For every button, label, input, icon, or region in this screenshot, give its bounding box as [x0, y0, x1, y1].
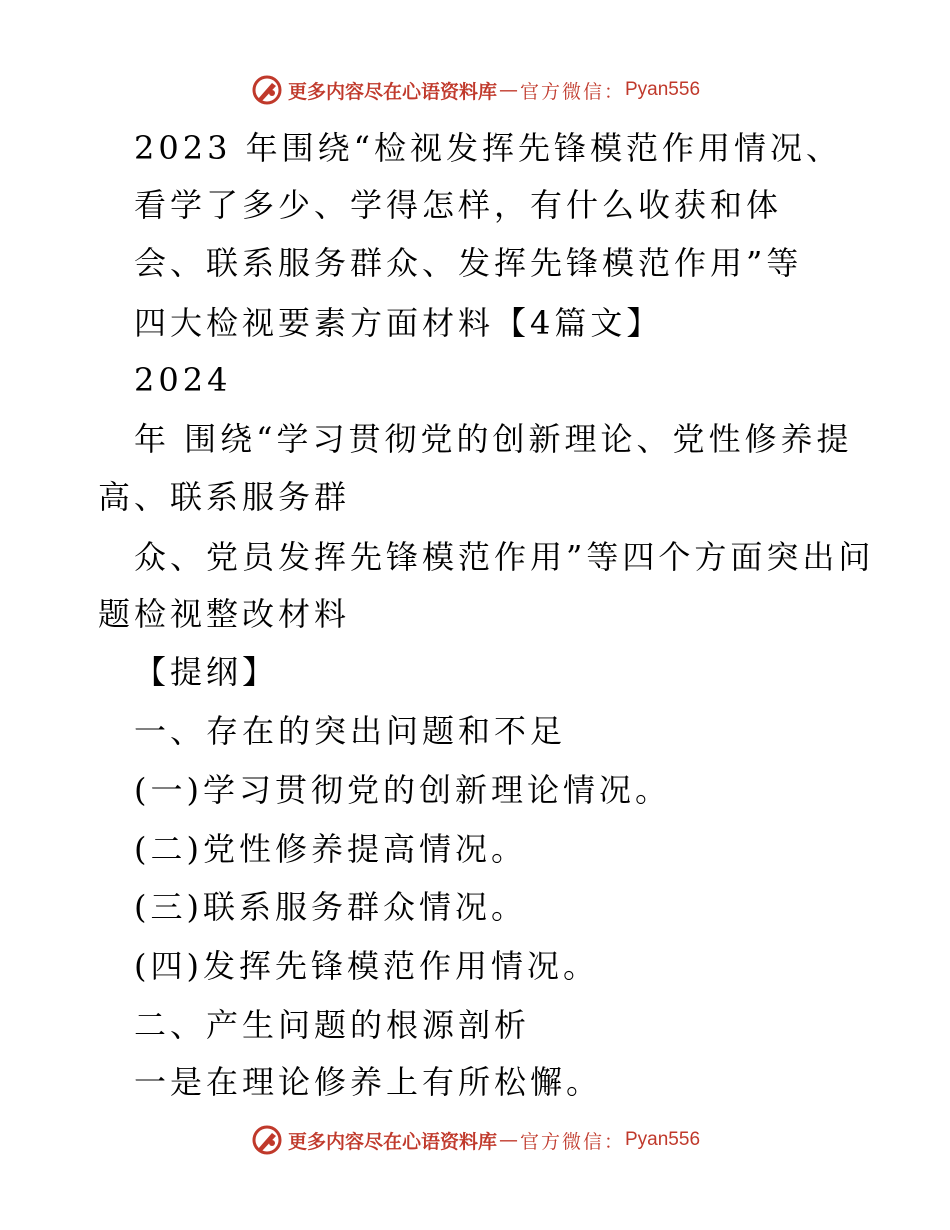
watermark-brand: 更多内容尽在心语资料库	[287, 1130, 497, 1153]
section-one-item-4: (四)发挥先锋模范作用情况。	[134, 947, 599, 985]
pen-logo-icon	[250, 73, 284, 107]
watermark-official-label: 官方微信：	[519, 1130, 625, 1153]
title-line-3: 会、联系服务群众、发挥先锋模范作用”等	[134, 244, 803, 282]
section-two-heading: 二、产生问题的根源剖析	[134, 1006, 531, 1044]
title-line-6: 年 围绕“学习贯彻党的创新理论、党性修养提	[134, 420, 853, 458]
watermark-official-label: 官方微信：	[519, 80, 625, 103]
section-one-heading: 一、存在的突出问题和不足	[134, 712, 567, 750]
pen-logo-icon	[250, 1123, 284, 1157]
section-one-item-3: (三)联系服务群众情况。	[134, 888, 527, 926]
watermark-dash: —	[498, 79, 518, 101]
title-line-7: 高、联系服务群	[98, 478, 351, 516]
title-line-2: 看学了多少、学得怎样，有什么收获和体	[134, 186, 783, 224]
watermark-dash: —	[498, 1129, 518, 1151]
outline-heading: 【提纲】	[134, 653, 279, 691]
title-line-8: 众、党员发挥先锋模范作用”等四个方面突出问	[134, 538, 875, 576]
title-year-2024: 2024	[134, 361, 232, 399]
title-line-1: 2023 年围绕“检视发挥先锋模范作用情况、	[134, 129, 842, 167]
section-two-item-1: 一是在理论修养上有所松懈。	[134, 1063, 603, 1101]
title-line-4: 四大检视要素方面材料【4篇文】	[134, 304, 663, 342]
section-one-item-1: (一)学习贯彻党的创新理论情况。	[134, 771, 671, 809]
section-one-item-2: (二)党性修养提高情况。	[134, 830, 527, 868]
watermark-banner-bottom	[0, 1118, 950, 1162]
watermark-wechat-id: Pyan556	[625, 1129, 701, 1150]
title-line-9: 题检视整改材料	[98, 595, 351, 633]
watermark-brand: 更多内容尽在心语资料库	[287, 80, 497, 103]
watermark-wechat-id: Pyan556	[625, 79, 701, 100]
watermark-banner-top	[0, 68, 950, 112]
